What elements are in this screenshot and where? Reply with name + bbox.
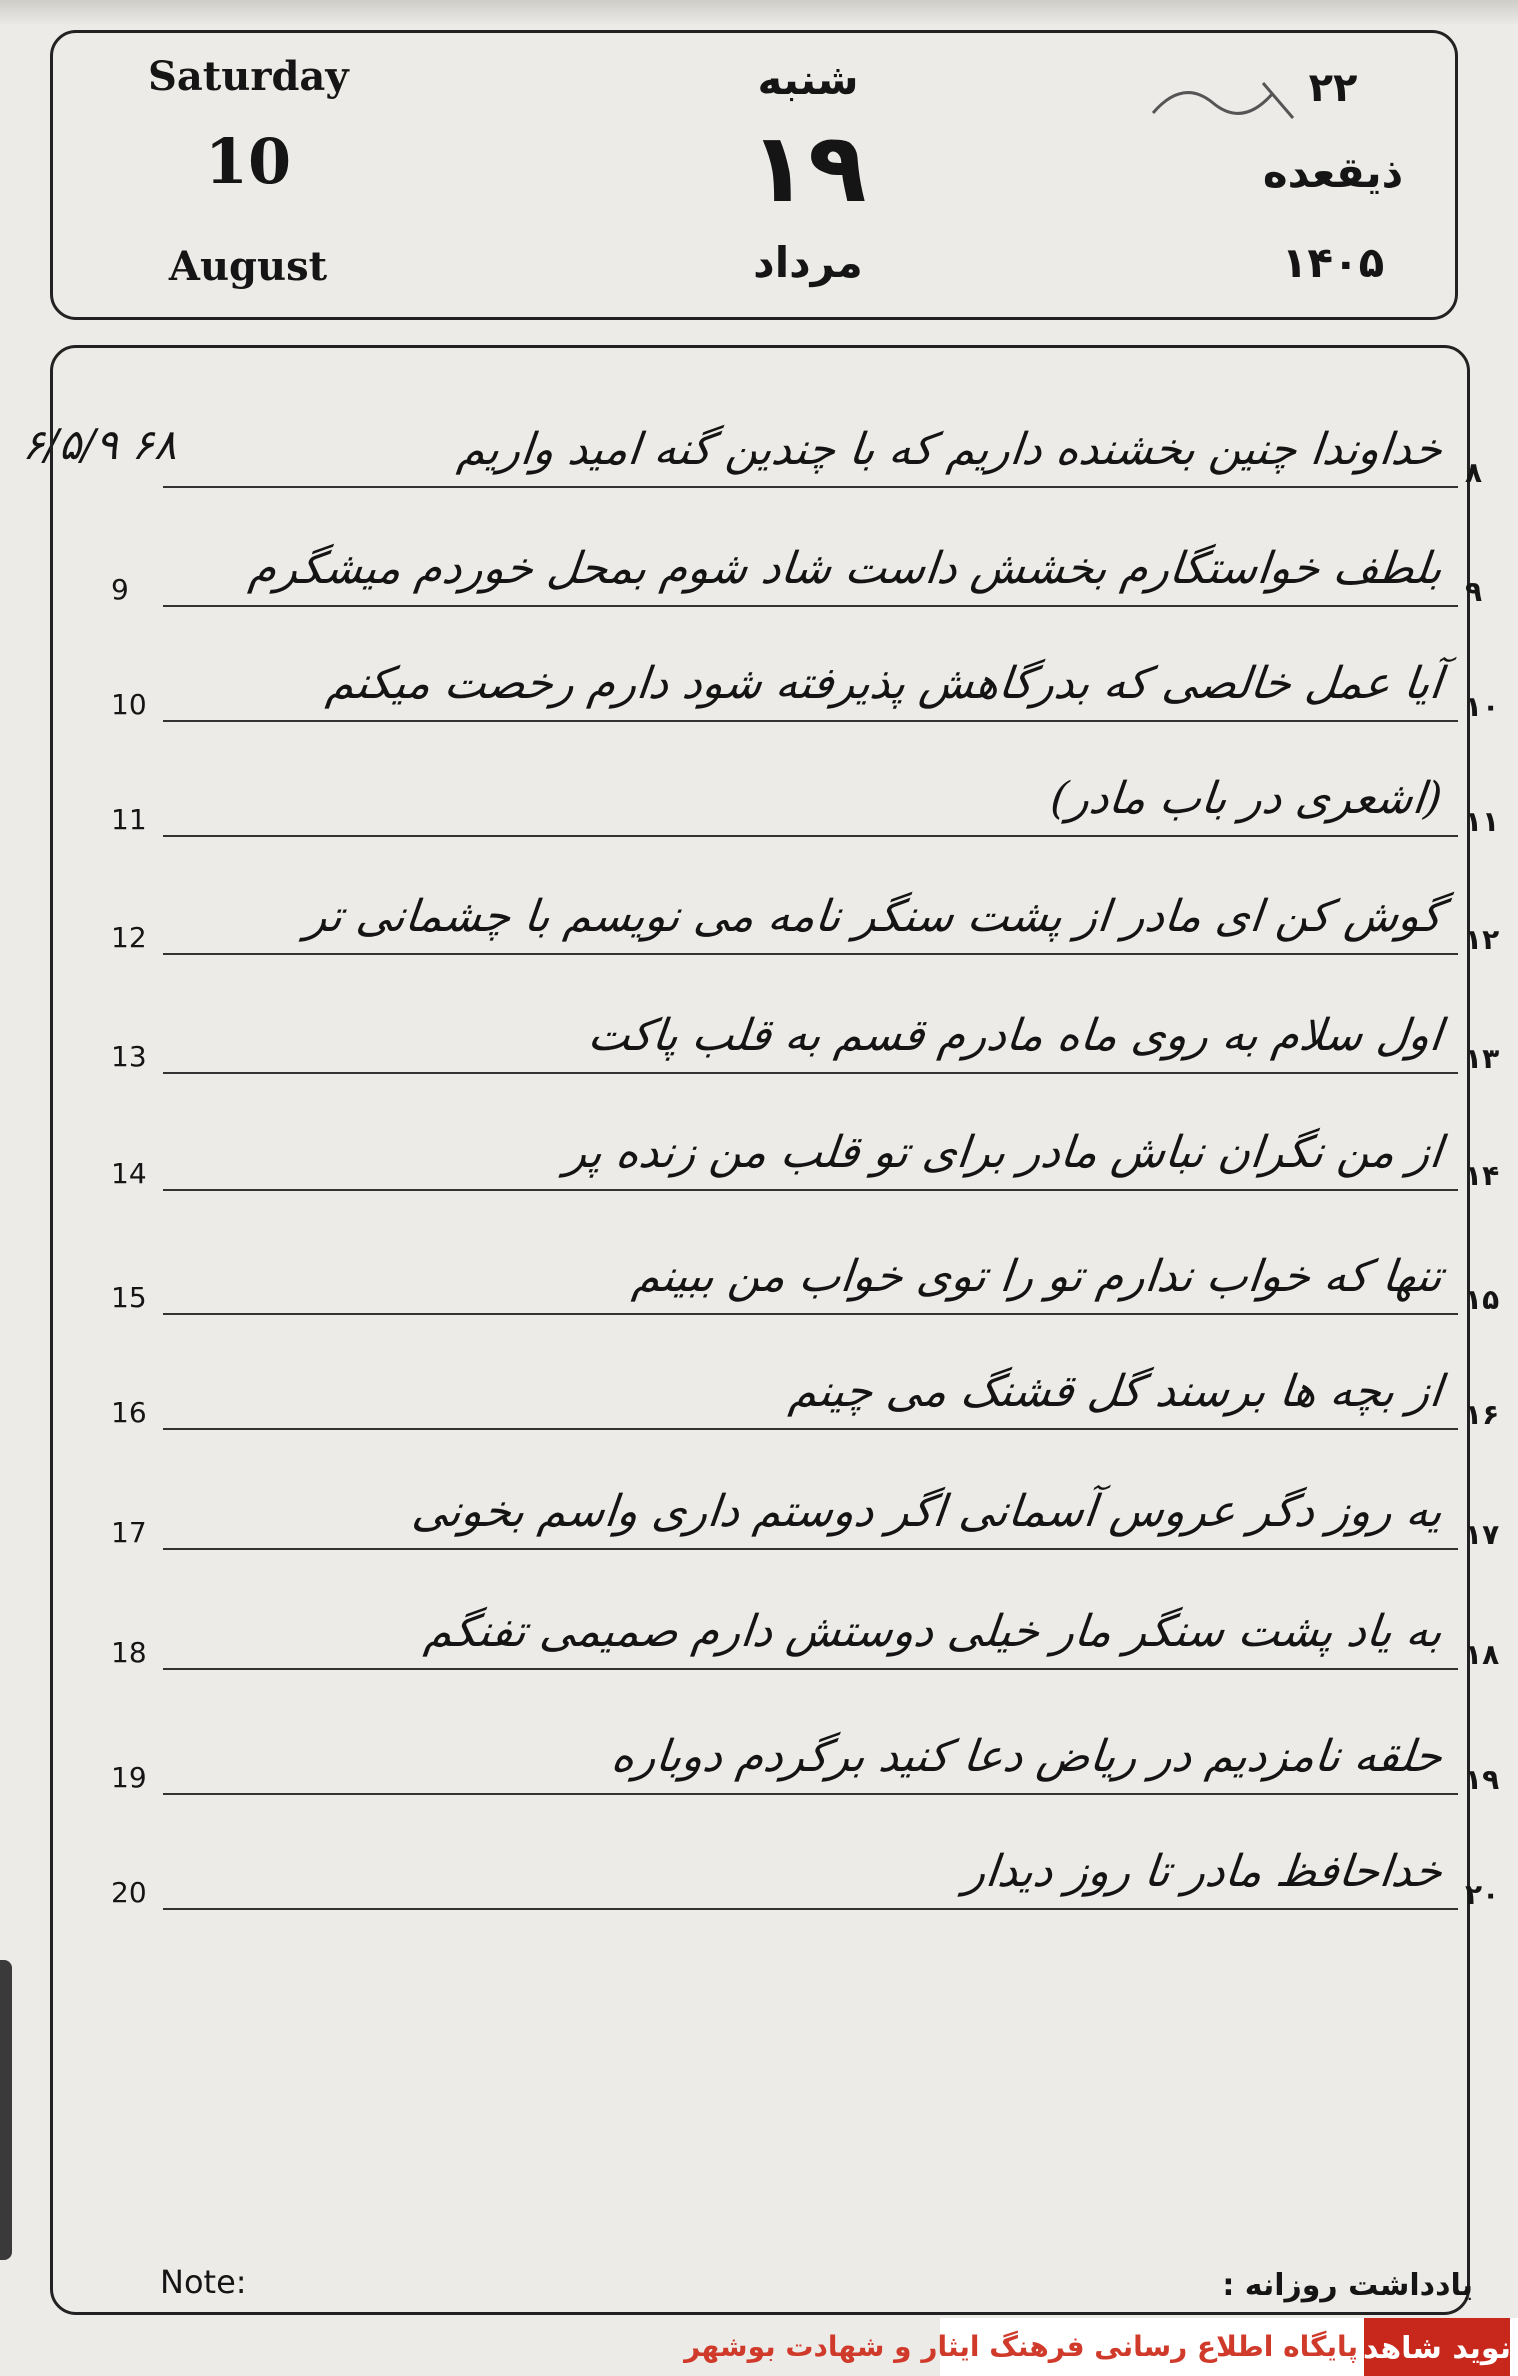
date-header-box	[50, 30, 1458, 320]
binder-clip-shadow	[0, 1960, 12, 2260]
ruled-line	[163, 1428, 1458, 1430]
handwritten-line: اول سلام به روی ماه مادرم قسم به قلب پاکت	[585, 1010, 1445, 1061]
handwritten-line: گوش کن ای مادر از پشت سنگر نامه می نویسم با چشمانی تر	[303, 891, 1445, 942]
handwritten-line: به یاد پشت سنگر مار خیلی دوستش دارم صمیمی تفنگم	[422, 1606, 1445, 1657]
handwritten-line: یه روز دگر عروس آسمانی اگر دوستم داری واسم بخونی	[409, 1486, 1445, 1537]
diary-page	[50, 345, 1500, 2315]
hour-number-en: 11	[111, 803, 147, 836]
ruled-line	[163, 835, 1458, 837]
ruled-line	[163, 1548, 1458, 1550]
hijri-year: ۱۴۰۵	[1281, 238, 1385, 287]
handwritten-line: از بچه ها برسند گل قشنگ می چینم	[786, 1366, 1445, 1417]
hour-number-fa: ۱۱	[1465, 805, 1500, 838]
handwritten-line: آیا عمل خالصی که بدرگاهش پذیرفته شود دارم رخصت میکنم	[324, 658, 1445, 709]
ruled-line	[163, 1668, 1458, 1670]
persian-weekday: شنبه	[757, 55, 859, 104]
hijri-day: ۲۲	[1308, 65, 1358, 111]
gregorian-day: 10	[204, 125, 292, 198]
hour-number-fa: ۱۹	[1465, 1763, 1500, 1796]
ruled-line	[163, 486, 1458, 488]
hour-number-fa: ۱۳	[1465, 1042, 1500, 1075]
svg-text:نوید شاهد: نوید شاهد	[1362, 2331, 1512, 2366]
hour-number-fa: ۲۰	[1465, 1878, 1500, 1911]
hour-number-en: 10	[111, 688, 147, 721]
handwritten-line: بلطف خواستگارم بخشش داست شاد شوم بمحل خوردم میشگرم	[246, 543, 1445, 594]
handwritten-line: از من نگران نباش مادر برای تو قلب من زنده پر	[562, 1127, 1445, 1178]
ruled-line	[163, 1908, 1458, 1910]
handwritten-line: حلقه نامزدیم در ریاض دعا کنید برگردم دوباره	[609, 1731, 1445, 1782]
ruled-line	[163, 1793, 1458, 1795]
watermark-text: پایگاه اطلاع رسانی فرهنگ ایثار و شهادت بوشهر	[684, 2330, 1358, 2363]
hour-number-en: 18	[111, 1636, 147, 1669]
hour-number-fa: ۱۴	[1465, 1159, 1500, 1192]
ruled-line	[163, 720, 1458, 722]
ruled-line	[163, 953, 1458, 955]
hour-number-en: 13	[111, 1040, 147, 1073]
persian-day: ۱۹	[749, 112, 867, 224]
ruled-line	[163, 1189, 1458, 1191]
hijri-month: ذیقعده	[1262, 148, 1404, 197]
scan-edge	[0, 0, 1518, 26]
hour-number-fa: ۱۶	[1465, 1398, 1500, 1431]
navid-shahed-logo	[1364, 2318, 1510, 2376]
ruled-line	[163, 605, 1458, 607]
hour-number-en: 9	[111, 573, 129, 606]
persian-month: مرداد	[753, 238, 863, 287]
daily-note-label: یادداشت روزانه :	[1222, 2268, 1473, 2303]
hour-number-en: 15	[111, 1281, 147, 1314]
handwritten-line: خداوندا چنین بخشنده داریم که با چندین گنه امید واریم	[455, 424, 1445, 475]
site-watermark	[684, 2318, 1518, 2376]
handwritten-line: (اشعری در باب مادر)	[1048, 773, 1445, 824]
hour-number-fa: ۱۲	[1465, 923, 1500, 956]
handwritten-line: تنها که خواب ندارم تو را توی خواب من ببینم	[630, 1251, 1445, 1302]
hour-number-fa: ۱۰	[1465, 690, 1500, 723]
margin-handwritten-date: ۶/۵/۹ ۶۸	[22, 420, 177, 469]
ruled-line	[163, 1313, 1458, 1315]
pen-scribble-icon	[1143, 73, 1303, 133]
hour-number-fa: ۱۵	[1465, 1283, 1500, 1316]
hour-number-fa: ۱۸	[1465, 1638, 1500, 1671]
hour-number-en: 14	[111, 1157, 147, 1190]
hour-number-fa: ۸	[1465, 456, 1483, 489]
gregorian-month: August	[168, 243, 328, 290]
hour-number-en: 19	[111, 1761, 147, 1794]
handwritten-line: خداحافظ مادر تا روز دیدار	[961, 1846, 1445, 1897]
hour-number-en: 17	[111, 1516, 147, 1549]
hour-number-fa: ۹	[1465, 575, 1483, 608]
gregorian-weekday: Saturday	[148, 53, 349, 100]
hour-number-fa: ۱۷	[1465, 1518, 1500, 1551]
note-label: Note:	[160, 2263, 247, 2301]
ruled-line	[163, 1072, 1458, 1074]
hour-number-en: 12	[111, 921, 147, 954]
hour-number-en: 16	[111, 1396, 147, 1429]
hour-number-en: 20	[111, 1876, 147, 1909]
